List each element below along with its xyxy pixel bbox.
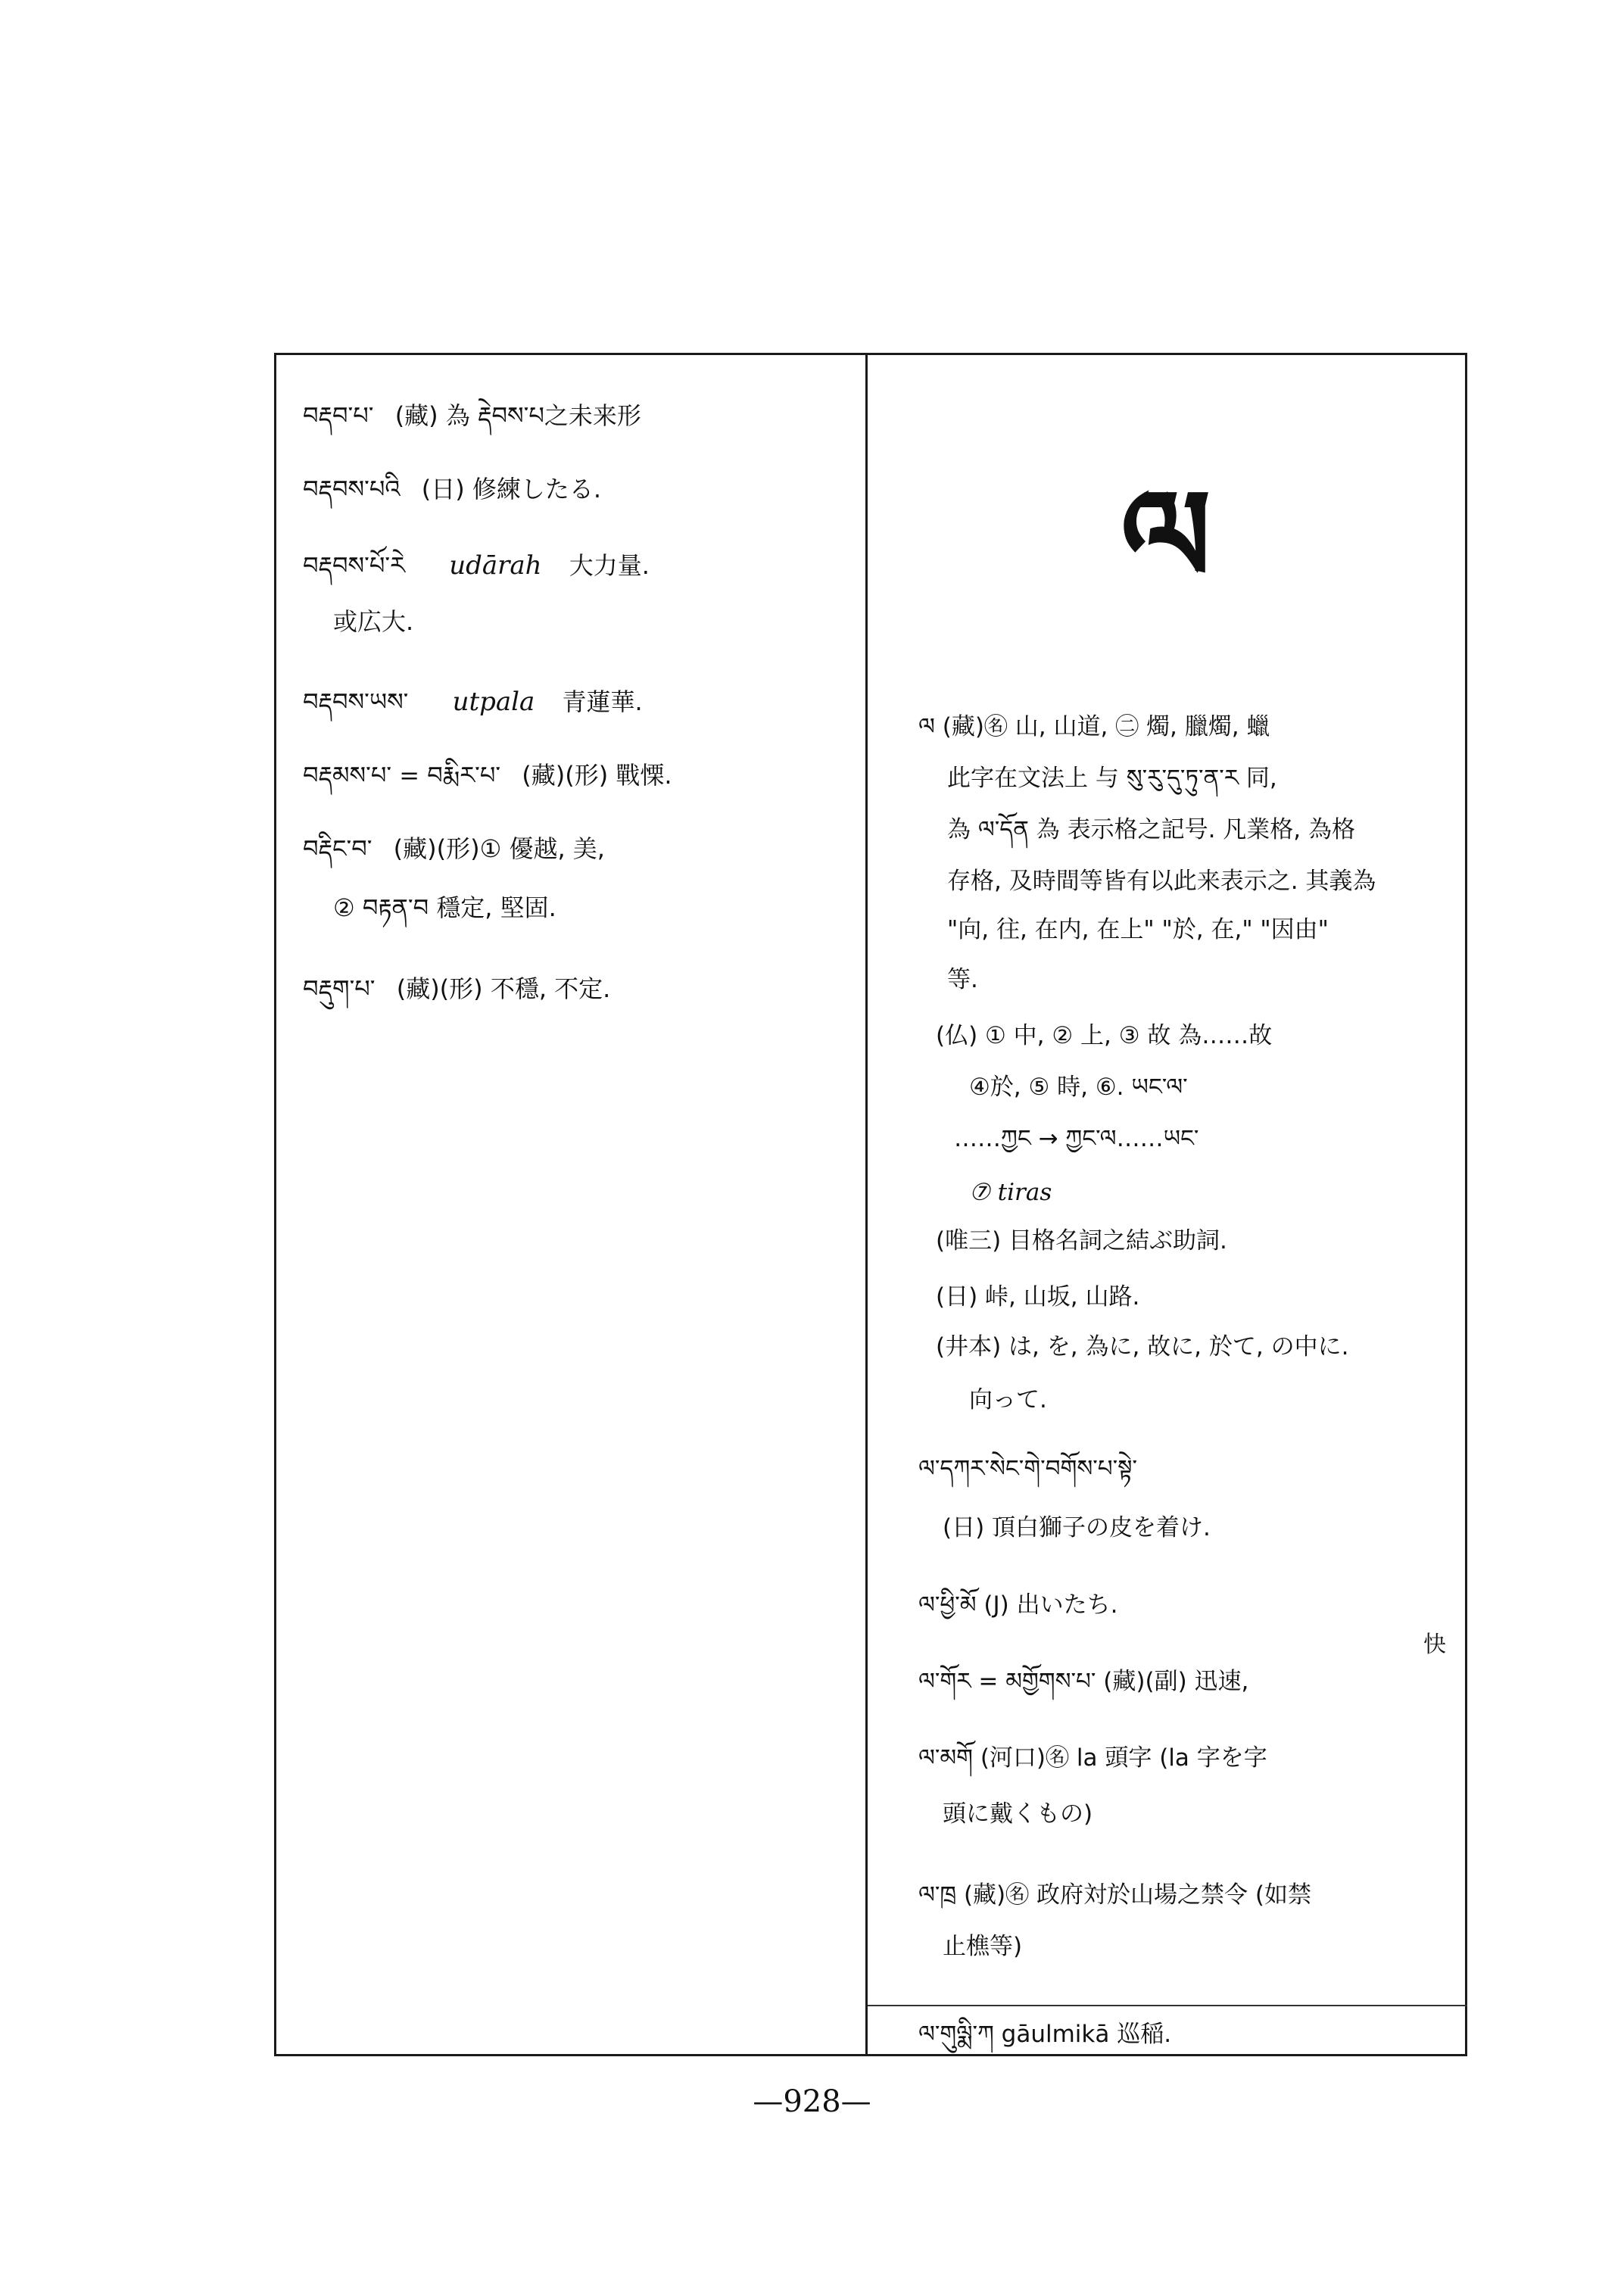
entry-sanskrit: utpala (452, 687, 535, 717)
entry-line: ལ་མགོ (河口)㊔ la 頭字 (la 字を字 (918, 1744, 1267, 1772)
entry-line: (日) 頂白獅子の皮を着け. (943, 1514, 1211, 1541)
entry-line: (日) 峠, 山坂, 山路. (936, 1283, 1140, 1311)
entry-headword: བརྡབས་པའི (303, 475, 401, 503)
entry-definition: (藏)(形) 不穩, 不定. (396, 974, 611, 1003)
margin-annotation: 快 (1423, 1632, 1446, 1658)
entry-headword: བརྡམས་པ་ = བརྨིར་པ་ (303, 761, 501, 790)
entry-headword: བརྡབས་ཡས་ (303, 687, 409, 716)
entry-line: (仏) ① 中, ② 上, ③ 故 為……故 (936, 1022, 1273, 1049)
entry-headword: བརྡབ་པ་ (303, 401, 374, 430)
entry-line: ……ཀྱང → ཀྱང་ལ……ཡང་ (954, 1125, 1199, 1152)
entry-line: 存格, 及時間等皆有以此来表示之. 其義為 (947, 868, 1376, 895)
entry-line: (唯三) 目格名詞之結ぶ助詞. (936, 1227, 1227, 1255)
entry-headword: བརྡབས་པོ་རེ (303, 551, 406, 580)
right-column (868, 355, 1466, 2054)
section-letter-heading: ལ (1120, 463, 1212, 612)
page-number: —928— (753, 2084, 871, 2119)
entry-headword: བརྡུག་པ་ (303, 974, 376, 1003)
entry-definition: (藏) 為 རྡེབས་པ之未来形 (394, 401, 641, 430)
entry-line: ④於, ⑤ 時, ⑥. ཡང་ལ་ (969, 1074, 1188, 1101)
entry-line: 此字在文法上 与 སུ་རུ་དུ་ཏུ་ན་ར 同, (947, 765, 1277, 792)
left-entry (303, 756, 672, 794)
entry-line: 為 ལ་དོན 為 表示格之記号. 凡業格, 為格 (947, 816, 1355, 843)
entry-line: ⑦ tiras (969, 1179, 1052, 1206)
entry-line: 止樵等) (943, 1933, 1023, 1960)
left-entry (303, 970, 610, 1008)
left-entry (303, 830, 605, 868)
entry-definition: (日) 修練したる. (421, 475, 602, 503)
entry-line: 頭に戴くもの) (943, 1800, 1093, 1828)
left-entry (303, 683, 643, 721)
entry-line: 等. (947, 966, 978, 993)
entry-headword: བརྡིང་བ་ (303, 834, 372, 863)
entry-line: ལ་གོར = མགྱོགས་པ་ (藏)(副) 迅速, (918, 1668, 1249, 1695)
entry-line: ལ་གུལྨི་ཀ gāulmikā 巡稲. (918, 2021, 1172, 2048)
entry-line: 向って. (969, 1386, 1047, 1413)
entry-line: ལ་ཁྲ (藏)㊔ 政府対於山場之禁令 (如禁 (918, 1881, 1311, 1909)
entry-definition: 青蓮華. (562, 687, 643, 716)
left-entry (303, 470, 601, 508)
entry-line: "向, 往, 在内, 在上" "於, 在," "因由" (947, 916, 1329, 943)
entry-continuation: 或広大. (333, 607, 414, 636)
entry-line: ལ (藏)㊔ 山, 山道, ㊁ 燭, 臘燭, 蠟 (918, 713, 1270, 740)
left-entry (303, 397, 641, 435)
entry-line: ལ་ཕྱི་མོ (J) 出いたち. (918, 1591, 1118, 1619)
entry-line: (井本) は, を, 為に, 故に, 於て, の中に. (936, 1333, 1349, 1361)
entry-continuation: ② བརྟན་བ 穩定, 堅固. (333, 893, 556, 922)
left-entry (303, 547, 650, 584)
left-column (276, 355, 864, 2054)
entry-headword: ལ་དཀར་སེང་གེ་བགོས་པ་སྟེ་ (918, 1455, 1138, 1482)
entry-definition: (藏)(形) 戰慄. (522, 761, 672, 790)
entry-sanskrit: udārah (449, 550, 542, 581)
entry-definition: 大力量. (569, 551, 650, 580)
entry-definition: (藏)(形)① 優越, 美, (393, 834, 605, 863)
